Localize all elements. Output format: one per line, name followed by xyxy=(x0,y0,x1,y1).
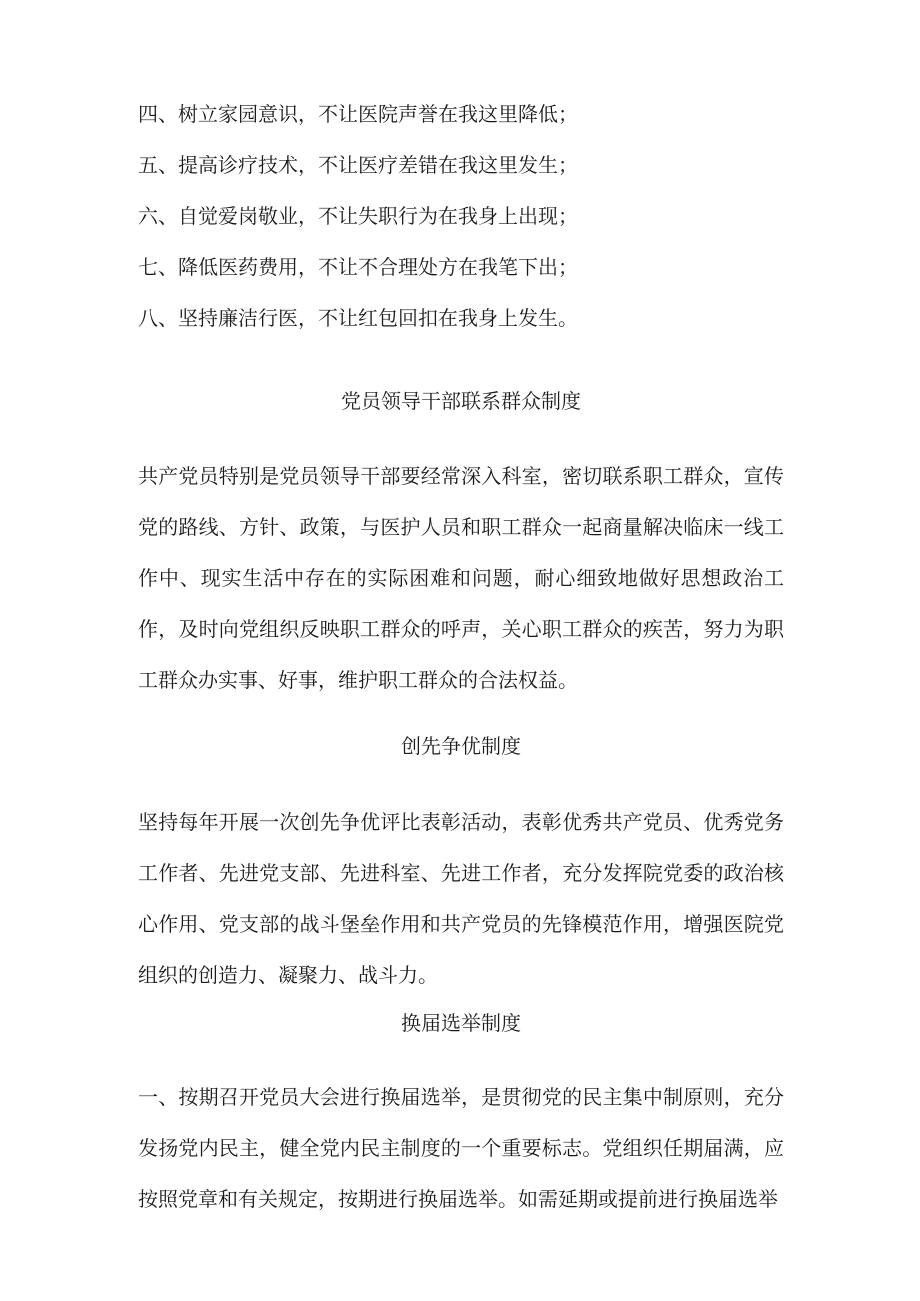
list-item: 四、树立家园意识，不让医院声誉在我这里降低； xyxy=(138,102,578,126)
section-heading: 换届选举制度 xyxy=(401,1011,521,1035)
section-paragraph: 坚持每年开展一次创先争优评比表彰活动，表彰优秀共产党员、优秀党务工作者、先进党支部、先进科室、先进工作者，充分发挥院党委的政治核心作用、党支部的战斗堡垒作用和共产党员的先锋模范作用，增强医院党组织的创造力、凝聚力、战斗力。 xyxy=(138,810,784,987)
section-heading: 党员领导干部联系群众制度 xyxy=(341,389,581,413)
section-paragraph: 共产党员特别是党员领导干部要经常深入科室，密切联系职工群众，宣传党的路线、方针、政策，与医护人员和职工群众一起商量解决临床一线工作中、现实生活中存在的实际困难和问题，耐心细致地做好思想政治工作，及时向党组织反映职工群众的呼声，关心职工群众的疾苦，努力为职工群众办实事、好事，维护职工群众的合法权益。 xyxy=(138,464,784,692)
section-paragraph: 一、按期召开党员大会进行换届选举，是贯彻党的民主集中制原则，充分发扬党内民主，健全党内民主制度的一个重要标志。党组织任期届满，应按照党章和有关规定，按期进行换届选举。如需延期或提前进行换届选举 xyxy=(138,1085,784,1211)
section-heading: 创先争优制度 xyxy=(401,734,521,758)
list-item: 七、降低医药费用，不让不合理处方在我笔下出； xyxy=(138,255,578,279)
list-item: 五、提高诊疗技术，不让医疗差错在我这里发生； xyxy=(138,153,578,177)
pledge-list xyxy=(138,96,784,351)
list-item: 八、坚持廉洁行医，不让红包回扣在我身上发生。 xyxy=(138,306,578,330)
list-item: 六、自觉爱岗敬业，不让失职行为在我身上出现； xyxy=(138,204,578,228)
